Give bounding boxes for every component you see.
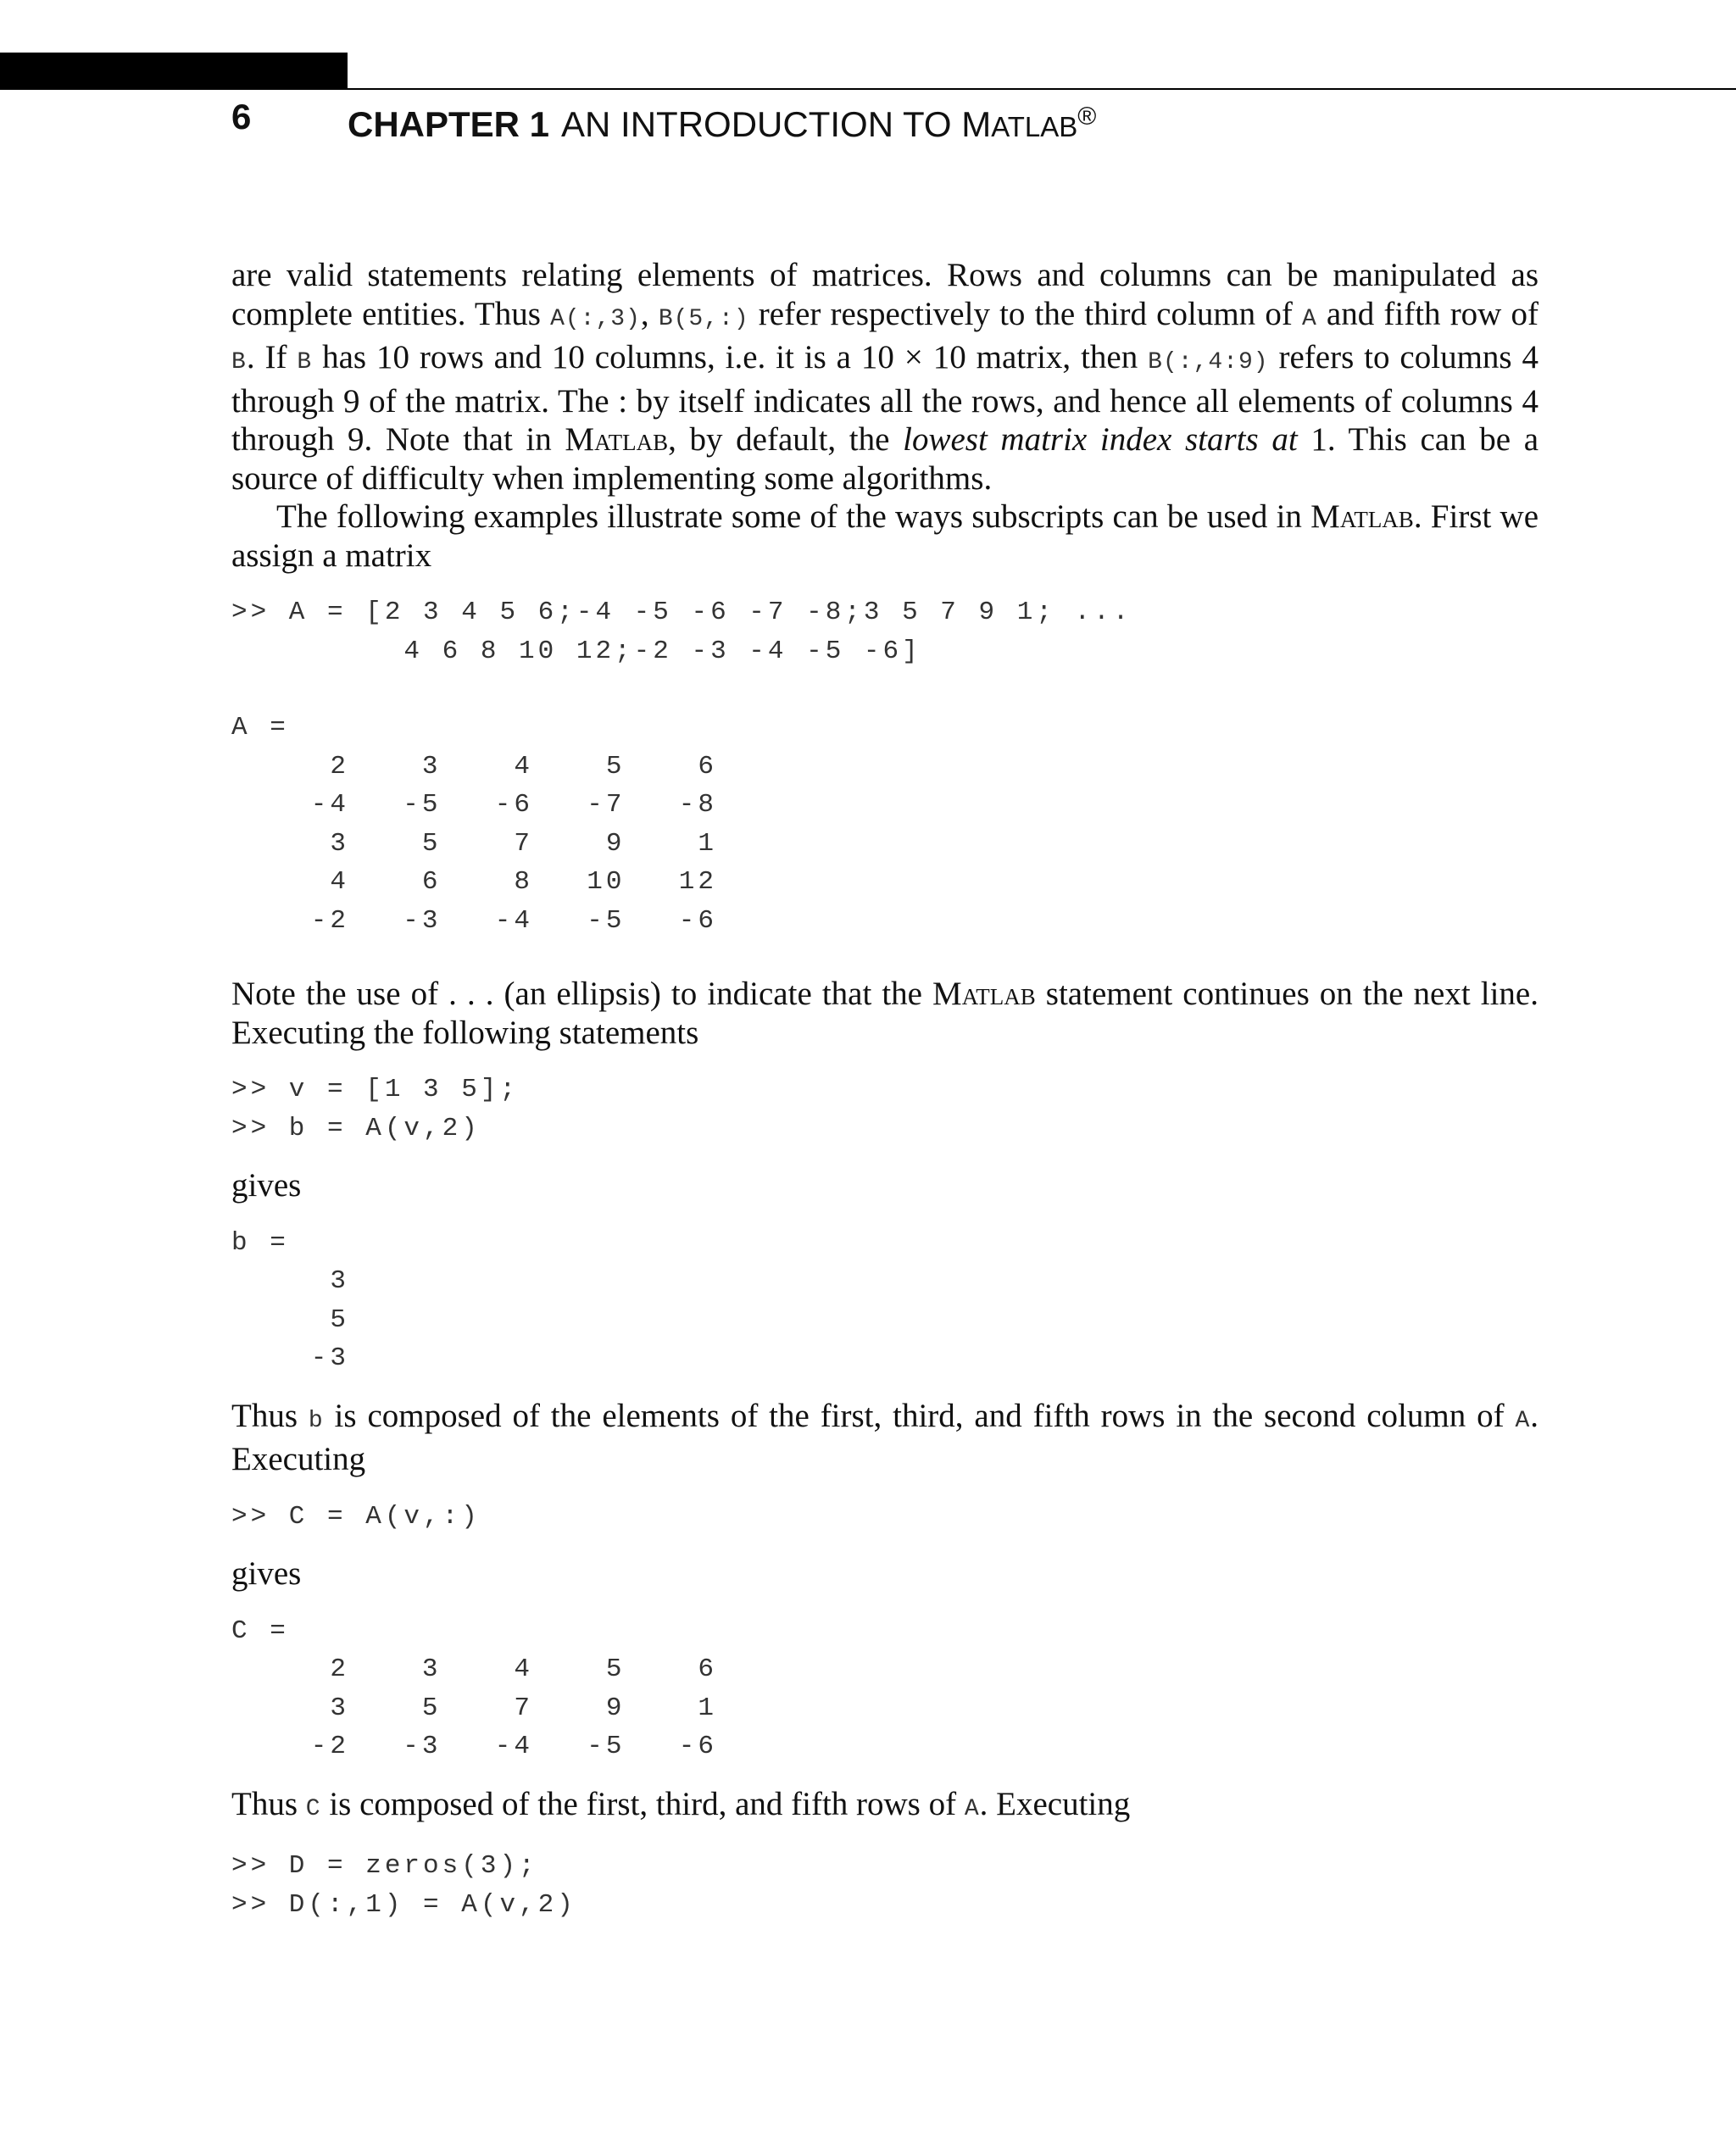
output-label-C: C = [231,1615,289,1646]
output-label-A: A = [231,713,289,742]
matrix-row: 2 3 4 5 6 [330,751,717,781]
matrix-row: 4 6 8 10 12 [330,867,717,897]
output-b [231,1224,1538,1378]
paragraph-examples: The following examples illustrate some of the ways subscripts can be used in Matlab. First we assign a matrix [231,498,1538,574]
chapter-heading [348,92,1096,153]
paragraph-ellipsis: Note the use of . . . (an ellipsis) to indicate that the Matlab statement continues on the next line. Executing the following statements [231,976,1538,1051]
output-label-b: b = [231,1227,289,1258]
header-black-bar [0,53,348,90]
matrix-row: -4 -5 -6 -7 -8 [310,790,717,820]
output-vector-b: 3 5 -3 [310,1266,349,1373]
paragraph-subscripts: are valid statements relating elements of matrices. Rows and columns can be manipulated as complete entities. Thus A(:,3), B(5,:) refer respectively to the third column of A and fifth row of B. If B has 10 rows and 10 columns, i.e. it is a 10 × 10 matrix, then B(:,4:9) refers to columns 4 through 9 of the matrix. The : by itself indicates all the rows, and hence all elements of columns 4 through 9. Note that in Matlab, by default, the lowest matrix index starts at 1. This can be a source of difficulty when implementing some algorithms. [231,257,1539,497]
chapter-label: CHAPTER 1 [348,104,550,144]
header-rule [348,88,1736,90]
code-assign-matrix: >> A = [2 3 4 5 6;-4 -5 -6 -7 -8;3 5 7 9 1; ... 4 6 8 10 12;-2 -3 -4 -5 -6] [231,598,1132,666]
matrix-row: 3 5 7 9 1 [330,828,717,859]
page-number: 6 [231,97,252,136]
output-matrix-C [264,1650,717,1766]
matrix-row: 2 3 4 5 6 [330,1654,717,1684]
code-define-C: >> C = A(v,:) [231,1501,481,1532]
page-body [231,256,1538,1924]
registered-mark: ® [1077,103,1097,131]
text-gives: gives [231,1555,302,1592]
paragraph-b-composed: Thus b is composed of the elements of the first, third, and fifth rows in the second column of A. Executing [231,1397,1538,1477]
paragraph-C-composed: Thus C is composed of the first, third, and fifth rows of A. Executing [231,1785,1131,1822]
matrix-row: -2 -3 -4 -5 -6 [310,905,717,936]
matrix-row: -2 -3 -4 -5 -6 [310,1732,717,1761]
output-matrix-A [264,748,717,941]
matrix-row: 3 5 7 9 1 [330,1693,717,1723]
output-C [231,1612,1538,1766]
chapter-title: AN INTRODUCTION TO MATLAB® [561,103,1097,144]
code-define-v: >> v = [1 3 5]; >> b = A(v,2) [231,1075,520,1143]
code-define-D: >> D = zeros(3); >> D(:,1) = A(v,2) [231,1851,576,1920]
text-gives: gives [231,1167,302,1204]
